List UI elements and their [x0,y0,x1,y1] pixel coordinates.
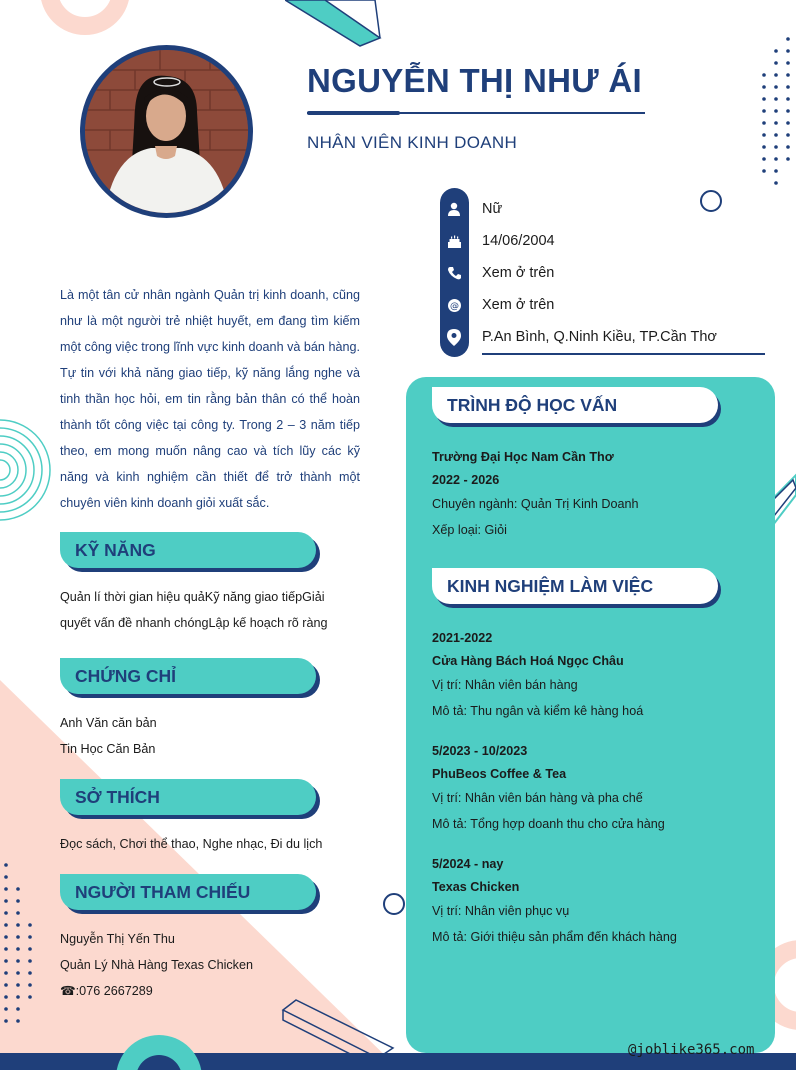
job-period: 2021-2022 [432,631,493,645]
avatar [80,45,253,218]
watermark: @joblike365.com [628,1042,755,1058]
hobbies-text: Đọc sách, Chơi thể thao, Nghe nhạc, Đi du lịch [60,837,323,851]
outlined-bar-decoration [278,998,398,1058]
job-company: PhuBeos Coffee & Tea [432,767,567,781]
education-heading-label: TRÌNH ĐỘ HỌC VẤN [447,395,618,415]
job-role: Vị trí: Nhân viên bán hàng [432,678,578,692]
experience-heading-label: KINH NGHIỆM LÀM VIỆC [447,576,654,596]
name-underline-accent [307,111,400,115]
peach-ring-decoration [40,0,130,35]
certificates-heading-label: CHỨNG CHỈ [75,666,177,686]
experience-heading [432,568,718,604]
circle-decoration [700,190,722,212]
job-description: Mô tả: Tổng hợp doanh thu cho cửa hàng [432,817,665,831]
person-icon [444,199,464,219]
dot-pattern-decoration [0,860,40,1035]
education-grade: Xếp loại: Giỏi [432,523,507,537]
job-role: Vị trí: Nhân viên bán hàng và pha chế [432,791,643,805]
references-heading [60,874,316,910]
email-at-icon [444,295,464,315]
job-company: Texas Chicken [432,880,520,894]
svg-text:@: @ [449,301,459,311]
birthday-cake-icon [444,231,464,251]
certificates-heading [60,658,316,694]
job-description: Mô tả: Thu ngân và kiểm kê hàng hoá [432,704,644,718]
contact-birthdate: 14/06/2004 [482,233,555,249]
education-major: Chuyên ngành: Quản Trị Kinh Doanh [432,497,639,511]
job-company: Cửa Hàng Bách Hoá Ngọc Châu [432,654,624,668]
contact-gender: Nữ [482,201,503,217]
education-heading [432,387,718,423]
location-pin-icon [444,327,464,347]
teal-bar-decoration [285,0,385,48]
hobbies-heading [60,779,316,815]
career-objective: Là một tân cử nhân ngành Quản trị kinh doanh, cũng như là một người trẻ nhiệt huyết, em đang tìm kiếm một công việc trong lĩnh vực kinh doanh và bán hàng. Tự tin với khả năng giao tiếp, kỹ năng lắng nghe và tinh thần học hỏi, em tin rằng bản thân có thể hoàn thành tốt công việc tại công ty. Trong 2 – 3 năm tiếp theo, em mong muốn nâng cao và tích lũy các kỹ năng và kinh nghiệm cần thiết để trở thành một chuyên viên kinh doanh giỏi xuất sắc. [60,288,360,510]
job-period: 5/2023 - 10/2023 [432,744,528,758]
hobbies-heading-label: SỞ THÍCH [75,787,160,807]
reference-phone: ☎:076 2667289 [60,984,153,998]
certificate-item: Anh Văn căn bản [60,716,157,730]
phone-icon [444,263,464,283]
concentric-arcs-decoration [0,400,55,540]
job-title: NHÂN VIÊN KINH DOANH [307,133,518,152]
job-description: Mô tả: Giới thiệu sản phẩm đến khách hàng [432,930,677,944]
job-period: 5/2024 - nay [432,857,504,871]
contact-underline [482,353,765,355]
education-years: 2022 - 2026 [432,473,500,487]
skills-heading [60,532,316,568]
reference-name: Nguyễn Thị Yến Thu [60,932,175,946]
dot-pattern-decoration [760,30,796,185]
contact-phone: Xem ở trên [482,265,555,281]
contact-address: P.An Bình, Q.Ninh Kiều, TP.Cần Thơ [482,329,717,345]
skills-text: Quản lí thời gian hiệu quảKỹ năng giao tiếpGiải quyết vấn đề nhanh chóngLập kế hoạch rõ ràng [60,590,328,630]
candidate-name: NGUYỄN THỊ NHƯ ÁI [307,62,642,99]
skills-heading-label: KỸ NĂNG [75,540,156,560]
job-role: Vị trí: Nhân viên phục vụ [432,904,570,918]
references-heading-label: NGƯỜI THAM CHIẾU [75,882,251,902]
reference-position: Quản Lý Nhà Hàng Texas Chicken [60,958,253,972]
profile-photo [85,50,248,213]
circle-decoration [383,893,405,915]
education-school: Trường Đại Học Nam Cần Thơ [432,450,614,464]
certificate-item: Tin Học Căn Bản [60,742,156,756]
contact-email: Xem ở trên [482,297,555,313]
